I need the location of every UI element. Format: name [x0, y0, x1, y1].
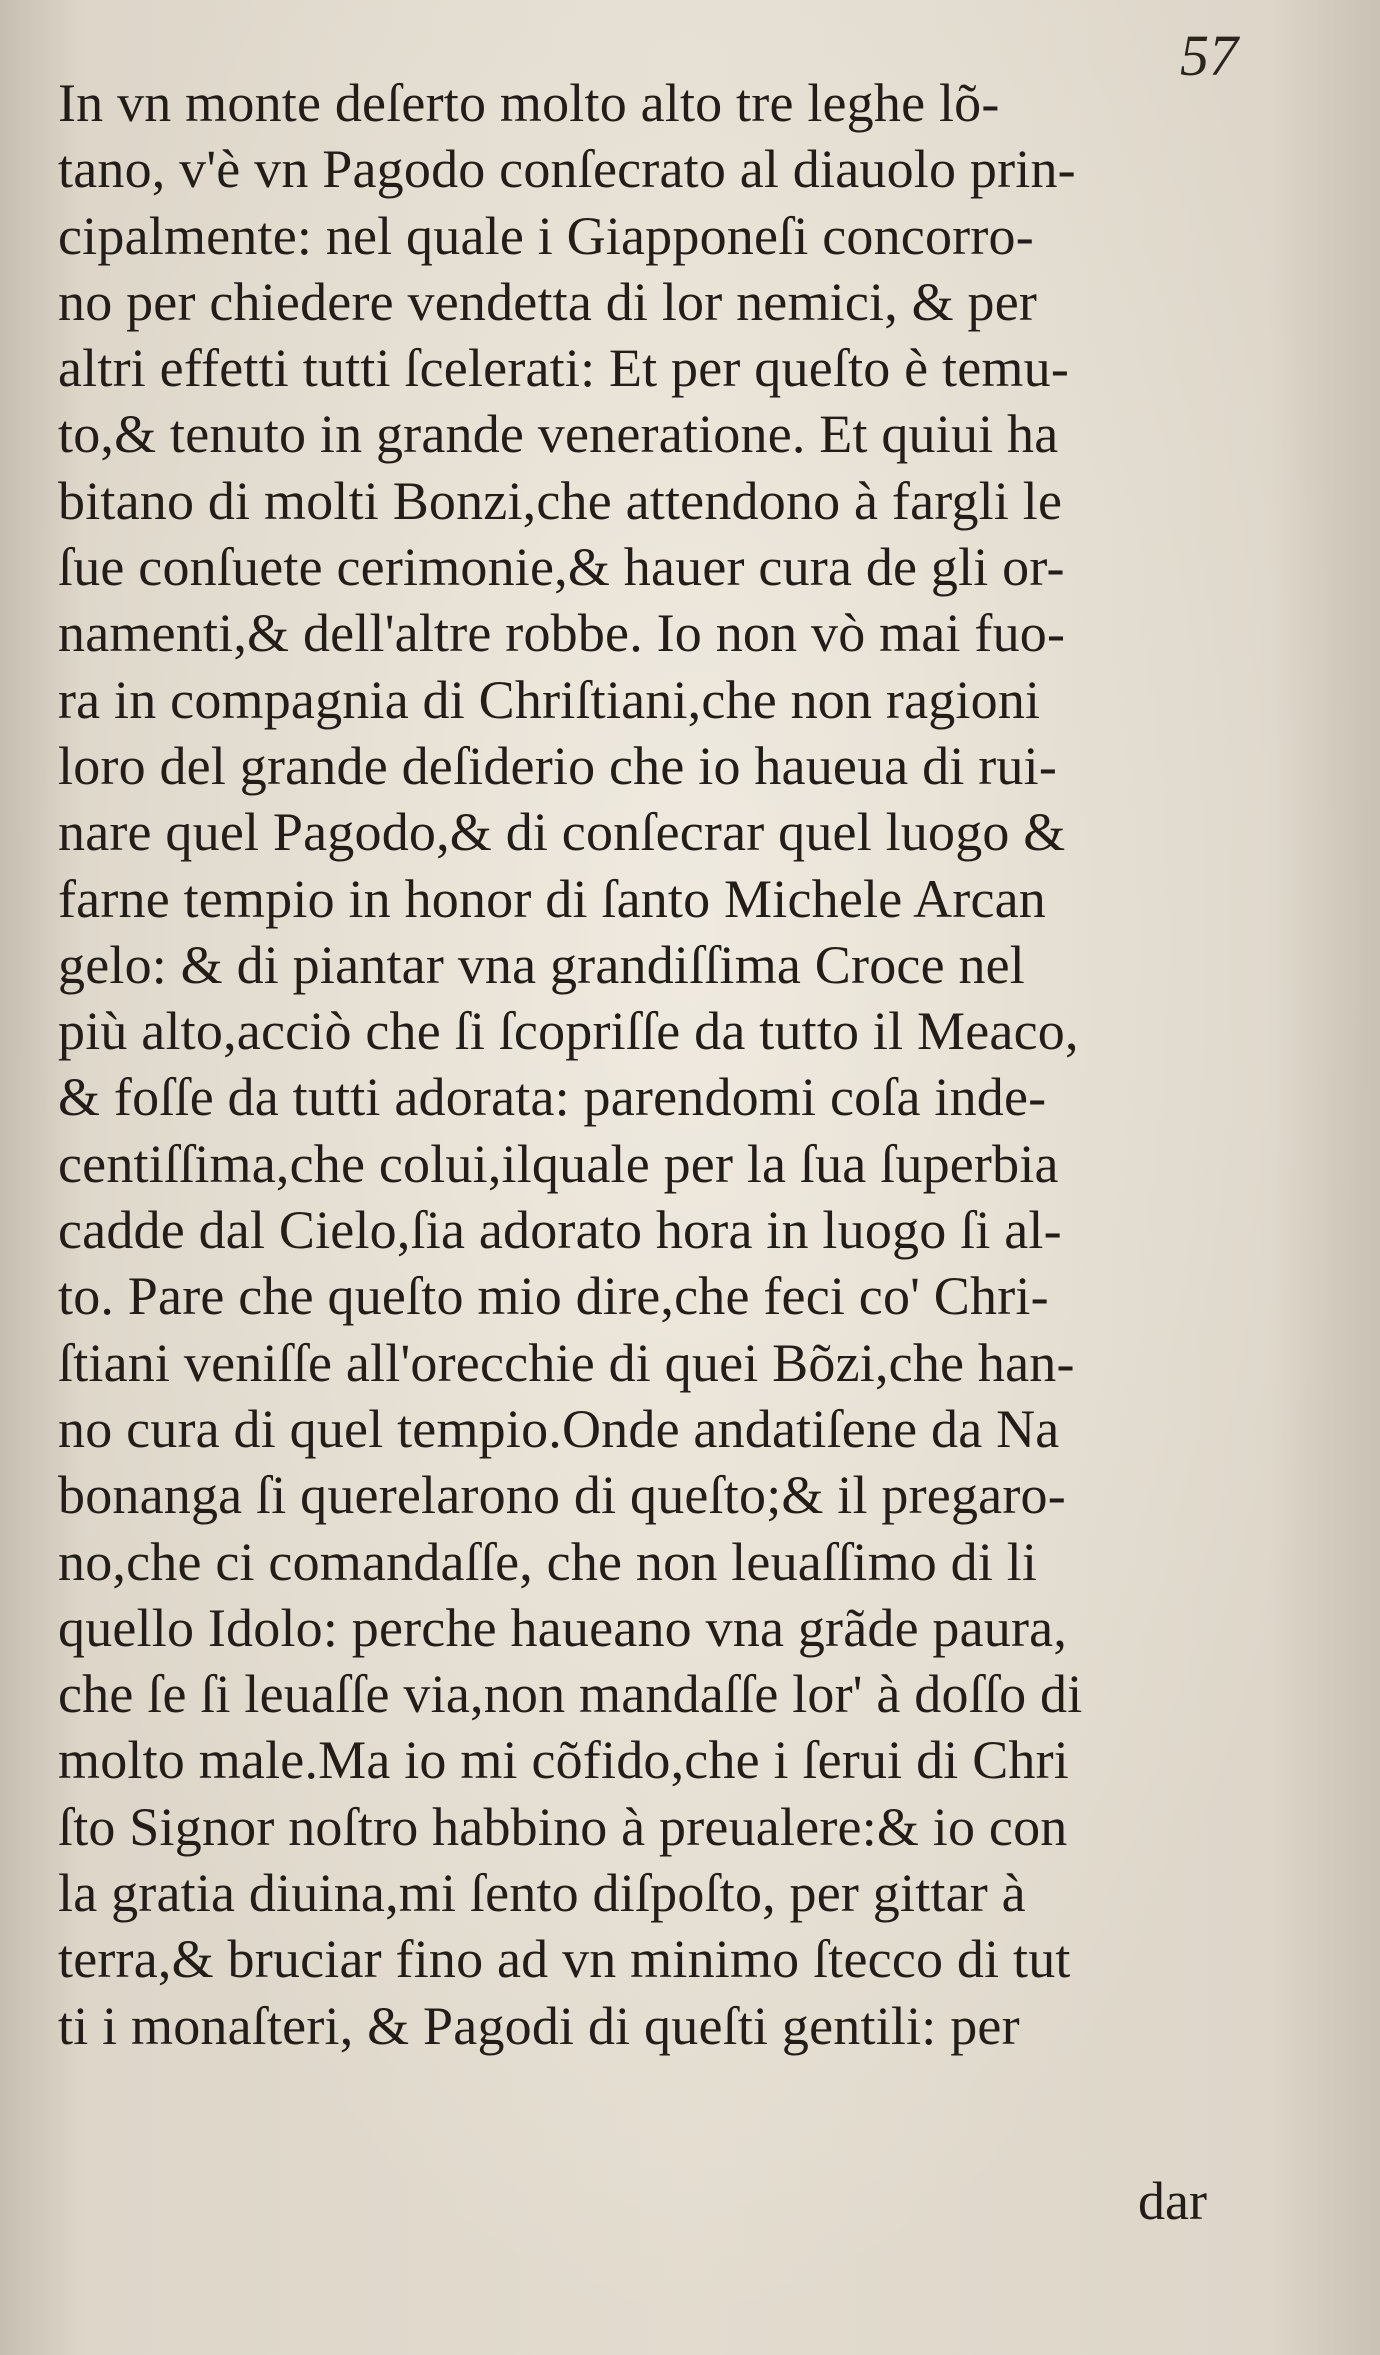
text-line: più alto,acciò che ſi ſcopriſſe da tutto il Meaco,	[58, 1001, 1079, 1062]
text-line: In vn monte deſerto molto alto tre leghe lõ-	[58, 73, 1000, 133]
text-line: ſto Signor noſtro habbino à preualere:& io con	[58, 1796, 1068, 1857]
text-line: namenti,& dell'altre robbe. Io non vò mai fuo-	[58, 603, 1066, 664]
text-line: to. Pare che queſto mio dire,che feci co' Chri-	[58, 1266, 1049, 1327]
text-line: ti i monaſteri, & Pagodi di queſti gentili: per	[58, 1995, 1020, 2056]
text-line: nare quel Pagodo,& di conſecrar quel luogo &	[58, 802, 1066, 863]
text-line: no per chiedere vendetta di lor nemici, & per	[58, 271, 1038, 332]
text-line: la gratia diuina,mi ſento diſpoſto, per gittar à	[58, 1863, 1026, 1924]
text-line: no,che ci comandaſſe, che non leuaſſimo di li	[58, 1531, 1038, 1592]
text-line: terra,& bruciar fino ad vn minimo ſtecco di tut	[58, 1929, 1071, 1990]
text-line: to,& tenuto in grande veneratione. Et quiui ha	[58, 404, 1059, 465]
text-line: cadde dal Cielo,ſia adorato hora in luogo ſi al-	[58, 1200, 1062, 1261]
text-line: molto male.Ma io mi cõfido,che i ſerui di Chri	[58, 1730, 1069, 1791]
text-line: altri effetti tutti ſcelerati: Et per queſto è temu-	[58, 338, 1070, 399]
body-text	[58, 70, 1238, 2059]
text-line: bitano di molti Bonzi,che attendono à fargli le	[58, 470, 1063, 531]
text-line: tano, v'è vn Pagodo conſecrato al diauolo prin-	[58, 139, 1076, 200]
page-number: 57	[1180, 23, 1238, 88]
text-line: ſue conſuete cerimonie,& hauer cura de gli or-	[58, 537, 1065, 598]
text-line: quello Idolo: perche haueano vna grãde paura,	[58, 1597, 1068, 1658]
text-line: loro del grande deſiderio che io haueua di rui-	[58, 735, 1058, 796]
text-line: ra in compagnia di Chriſtiani,che non ragioni	[58, 669, 1041, 730]
text-line: & foſſe da tutti adorata: parendomi coſa inde-	[58, 1067, 1047, 1128]
text-line: farne tempio in honor di ſanto Michele Arcan	[58, 868, 1046, 929]
text-line: gelo: & di piantar vna grandiſſima Croce nel	[58, 934, 1026, 995]
text-line: cipalmente: nel quale i Giapponeſi concorro-	[58, 205, 1034, 266]
text-line: centiſſima,che colui,ilquale per la ſua ſuperbia	[58, 1133, 1059, 1194]
text-line: bonanga ſi querelarono di queſto;& il pregaro-	[58, 1465, 1066, 1526]
catchword: dar	[1138, 2171, 1207, 2231]
text-line: che ſe ſi leuaſſe via,non mandaſſe lor' à doſſo di	[58, 1664, 1083, 1725]
text-line: ſtiani veniſſe all'orecchie di quei Bõzi,che han-	[58, 1332, 1075, 1393]
text-line: no cura di quel tempio.Onde andatiſene da Na	[58, 1398, 1060, 1459]
